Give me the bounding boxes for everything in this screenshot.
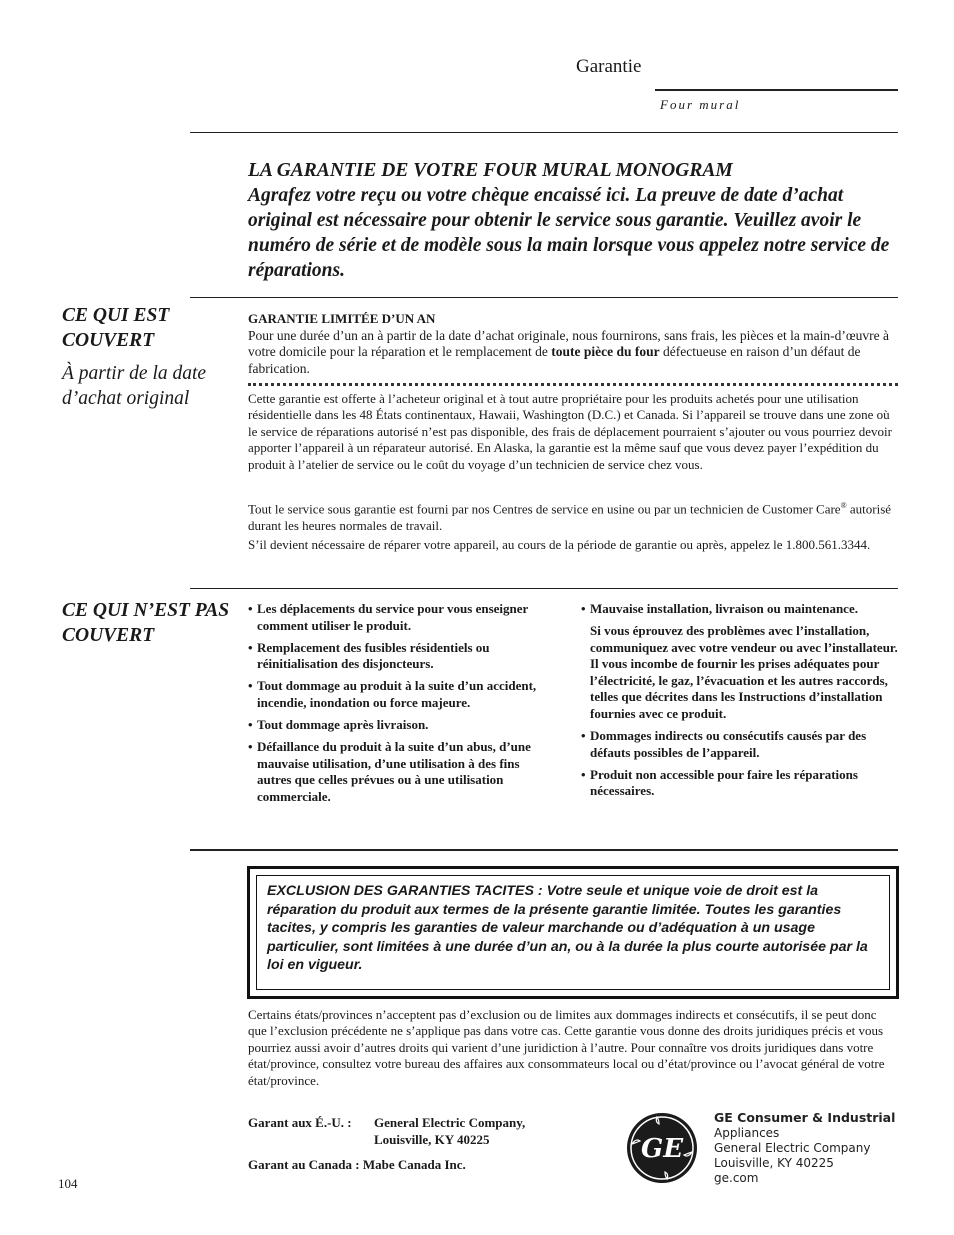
us-guarantor [248,1114,525,1148]
exclusion-text: EXCLUSION DES GARANTIES TACITES : Votre seule et unique voie de droit est la réparation du produit aux termes de la présente garantie limitée. Toutes les garanties tacites, y compris les garanties de valeur marchande ou d’adéquation à un usage particulier, sont limitées à une durée d’un an, ou à la durée la plus courte autorisée par la loi en vigueur. [267,883,868,974]
list-item [581,728,898,761]
list-item [248,739,556,805]
warranty-main-title: LA GARANTIE DE VOTRE FOUR MURAL MONOGRAM [248,160,733,181]
bullet-icon: • [581,601,586,616]
dotted-separator [248,383,898,389]
ge-company-info [714,1110,895,1186]
bullet-icon: • [581,728,586,744]
header-rule [655,89,898,91]
company-website: ge.com [714,1171,759,1185]
list-item [581,601,898,618]
ge-logo-text: GE [640,1134,684,1164]
us-guarantor-row [248,1114,525,1131]
registered-mark: ® [840,501,847,510]
top-rule [190,132,898,133]
list-item-text: Les déplacements du service pour vous enseigner comment utiliser le produit. [257,601,529,633]
not-covered-heading: CE QUI N’EST PAS COUVERT [62,600,230,646]
coverage-eligibility: Cette garantie est offerte à l’acheteur original et à tout autre propriétaire pour les produits achetés pour une utilisation résidentielle dans les 48 États continentaux, Hawaii, Washington (D.C.) et Canada. Si l’appareil se trouve dans une zone où le service de réparations autorisé n’est pas disponible, des frais de déplacement pourraient s’ajouter ou vous pourriez devoir apporter l’appareil à un réparateur autorisé. En Alaska, la garantie est la même sauf que vous devez payer l’expédition du produit à l’atelier de service ou le coût du voyage d’un technicien de service chez vous. [248,391,892,472]
not-covered-left-column [248,601,556,811]
section-rule-covered [190,297,898,298]
list-item-text: Mauvaise installation, livraison ou maintenance. [590,601,858,616]
bullet-icon: • [248,601,253,616]
list-item-text: Tout dommage après livraison. [257,717,429,733]
list-item-text: Défaillance du produit à la suite d’un abus, d’une mauvaise utilisation, d’une utilisation à des fins autres que celles prévues ou à une utilisation commerciale. [257,739,531,804]
list-item [248,601,556,634]
covered-subheading: À partir de la date d’achat original [62,363,207,409]
company-legal-name: General Electric Company [714,1141,871,1155]
bullet-icon: • [248,739,253,755]
section-rule-not-covered [190,588,898,589]
canada-guarantor-name: Mabe Canada Inc. [362,1157,466,1172]
list-item-text: Produit non accessible pour faire les réparations nécessaires. [590,766,858,799]
service-provider-start: Tout le service sous garantie est fourni par nos Centres de service en usine ou par un technicien de Customer Care [248,501,841,517]
installation-note: Si vous éprouvez des problèmes avec l’installation, communiquez avec votre vendeur ou avec l’installateur. Il vous incombe de fournir les prises adéquates pour l’électricité, le gaz, l’évacuation et les autres raccords, telles que décrites dans les Instructions d’installation fournies avec ce produit. [590,623,898,722]
service-provider-end: autorisé durant les heures normales de travail. [248,501,892,533]
list-item-text: Remplacement des fusibles résidentiels ou réinitialisation des disjoncteurs. [257,639,490,672]
list-item [248,678,556,711]
covered-intro-text [248,328,898,378]
bullet-icon: • [248,639,253,655]
not-covered-right-column [581,601,898,806]
canada-guarantor-label: Garant au Canada : [248,1157,360,1172]
ge-logo-icon [626,1112,698,1184]
covered-intro [248,311,898,377]
bullet-icon: • [248,678,253,694]
exclusion-box [247,866,899,999]
bullet-icon: • [248,717,253,733]
company-name: GE Consumer & Industrial [714,1110,896,1125]
list-item [581,767,898,800]
canada-guarantor [248,1156,466,1173]
us-guarantor-name: General Electric Company, [374,1115,526,1130]
list-item-text: Tout dommage au produit à la suite d’un accident, incendie, inondation ou force majeure. [257,678,537,710]
company-division: Appliances [714,1126,780,1140]
limited-warranty-title: GARANTIE LIMITÉE D’UN AN [248,311,436,326]
intro-text-start: Pour une durée d’un an à partir de la date d’achat originale, nous fournirons, sans frais, les pièces et la main-d’œuvre à votre domicile pour la réparation et le remplacement de [248,327,890,359]
intro-text-end: défectueuse en raison d’un défaut de fabrication. [248,344,861,376]
service-provider-text [248,498,898,534]
page-number: 104 [58,1176,78,1191]
us-guarantor-label: Garant aux É.-U. : [248,1115,352,1130]
list-item [248,717,556,734]
us-guarantor-address: Louisville, KY 40225 [374,1132,490,1147]
list-item [248,640,556,673]
covered-heading: CE QUI EST COUVERT [62,305,170,351]
exclusion-box-inner [256,875,890,990]
section-rule-exclusion [190,849,898,851]
company-address: Louisville, KY 40225 [714,1156,834,1170]
intro-text-bold: toute pièce du four [551,344,660,359]
repair-phone-text: S’il devient nécessaire de réparer votre appareil, au cours de la période de garantie ou après, appelez le 1.800.561.3344. [248,537,871,552]
page-header-subtitle: Four mural [660,97,741,112]
warranty-title-block [248,158,898,283]
state-rights-text: Certains états/provinces n’acceptent pas d’exclusion ou de limites aux dommages indirects et consécutifs, il se peut donc que l’exclusion précédente ne s’applique pas dans votre cas. Cette garantie vous donne des droits juridiques précis et vous pourriez aussi avoir d’autres droits qui varient d’une juridiction à l’autre. Pour connaître vos droits juridiques dans votre état/province, consultez votre bureau des affaires aux consommateurs local ou d’état/province ou l’avocat général de votre état/province. [248,1007,885,1088]
warranty-instructions: Agrafez votre reçu ou votre chèque encaissé ici. La preuve de date d’achat original est nécessaire pour obtenir le service sous garantie. Veuillez avoir le numéro de série et de modèle sous la main lorsque vous appelez notre service de réparations. [248,185,890,281]
list-item-text: Dommages indirects ou consécutifs causés par des défauts possibles de l’appareil. [590,728,867,760]
page-header-title: Garantie [576,56,642,77]
bullet-icon: • [581,766,586,782]
